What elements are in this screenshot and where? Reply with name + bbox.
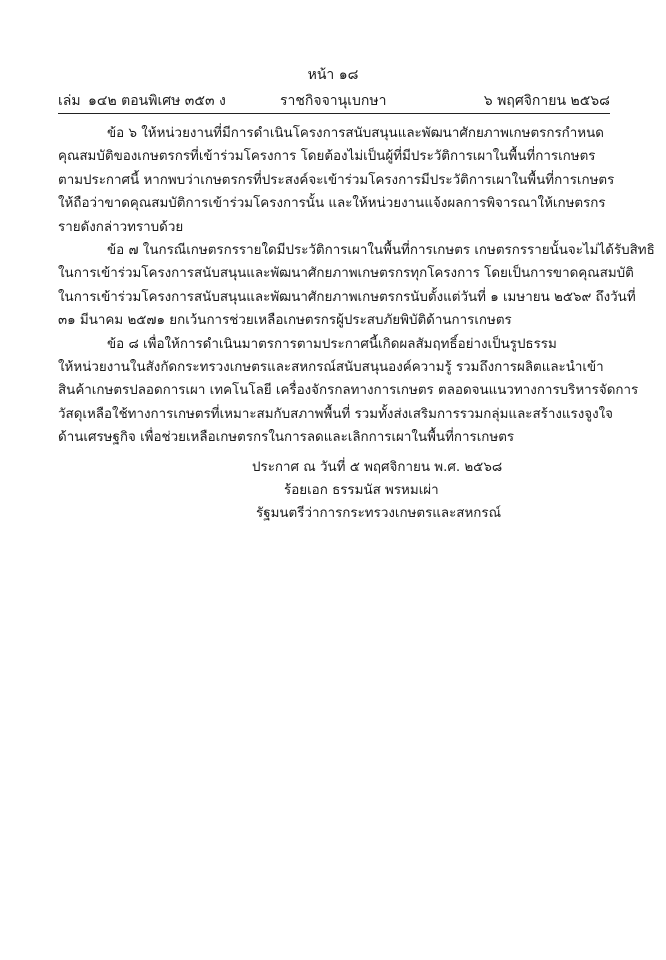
clause-line: สินค้าเกษตรปลอดการเผา เทคโนโลยี เครื่องจักรกลทางการเกษตร ตลอดจนแนวทางการบริหารจัดการ: [58, 383, 639, 399]
header-divider: [58, 113, 610, 114]
clause-line: ให้หน่วยงานในสังกัดกระทรวงเกษตรและสหกรณ์สนับสนุนองค์ความรู้ รวมถึงการผลิตและนำเข้า: [58, 360, 604, 376]
clause-7: [58, 239, 655, 333]
clause-line: ในการเข้าร่วมโครงการสนับสนุนและพัฒนาศักยภาพเกษตรกรนับตั้งแต่วันที่ ๑ เมษายน ๒๕๖๙ ถึงวันที่: [58, 289, 636, 305]
clause-line: ๓๑ มีนาคม ๒๕๗๑ ยกเว้นการช่วยเหลือเกษตรกรผู้ประสบภัยพิบัติด้านการเกษตร: [58, 313, 512, 329]
clause-line: ด้านเศรษฐกิจ เพื่อช่วยเหลือเกษตรกรในการลดและเลิกการเผาในพื้นที่การเกษตร: [58, 430, 515, 446]
section-info: ๑๔๒ ตอนพิเศษ ๓๕๓ ง: [88, 93, 226, 109]
clause-line: วัสดุเหลือใช้ทางการเกษตรที่เหมาะสมกับสภาพพื้นที่ รวมทั้งส่งเสริมการรวมกลุ่มและสร้างแรงจูงใจ: [58, 406, 614, 422]
announcement-date: ประกาศ ณ วันที่ ๕ พฤศจิกายน พ.ศ. ๒๕๖๘: [252, 460, 503, 475]
clause-line: ข้อ ๗ ในกรณีเกษตรกรรายใดมีประวัติการเผาในพื้นที่การเกษตร เกษตรกรรายนั้นจะไม่ได้รับสิทธิ: [107, 243, 655, 259]
volume-label: เล่ม: [58, 93, 81, 109]
publication-date: ๖ พฤศจิกายน ๒๕๖๘: [483, 93, 610, 109]
signatory-name: ร้อยเอก ธรรมนัส พรหมเผ่า: [284, 483, 439, 498]
clause-6: [58, 122, 615, 239]
document-body: [58, 122, 655, 450]
clause-8: [58, 333, 639, 450]
page-number: หน้า ๑๘: [307, 67, 359, 83]
clause-line: ข้อ ๖ ให้หน่วยงานที่มีการดำเนินโครงการสนับสนุนและพัฒนาศักยภาพเกษตรกรกำหนด: [107, 126, 604, 141]
clause-line: ให้ถือว่าขาดคุณสมบัติการเข้าร่วมโครงการนั้น และให้หน่วยงานแจ้งผลการพิจารณาให้เกษตรกร: [58, 196, 606, 212]
clause-line: รายดังกล่าวทราบด้วย: [58, 219, 184, 235]
clause-line: ในการเข้าร่วมโครงการสนับสนุนและพัฒนาศักยภาพเกษตรกรทุกโครงการ โดยเป็นการขาดคุณสมบัติ: [58, 266, 634, 282]
signatory-position: รัฐมนตรีว่าการกระทรวงเกษตรและสหกรณ์: [256, 506, 502, 521]
gazette-title: ราชกิจจานุเบกษา: [280, 93, 387, 109]
clause-line: คุณสมบัติของเกษตรกรที่เข้าร่วมโครงการ โดยต้องไม่เป็นผู้ที่มีประวัติการเผาในพื้นที่การเกษตร: [58, 149, 596, 165]
clause-line: ตามประกาศนี้ หากพบว่าเกษตรกรที่ประสงค์จะเข้าร่วมโครงการมีประวัติการเผาในพื้นที่การเกษตร: [58, 172, 615, 188]
clause-line: ข้อ ๘ เพื่อให้การดำเนินมาตรการตามประกาศนี้เกิดผลสัมฤทธิ์อย่างเป็นรูปธรรม: [107, 336, 557, 352]
